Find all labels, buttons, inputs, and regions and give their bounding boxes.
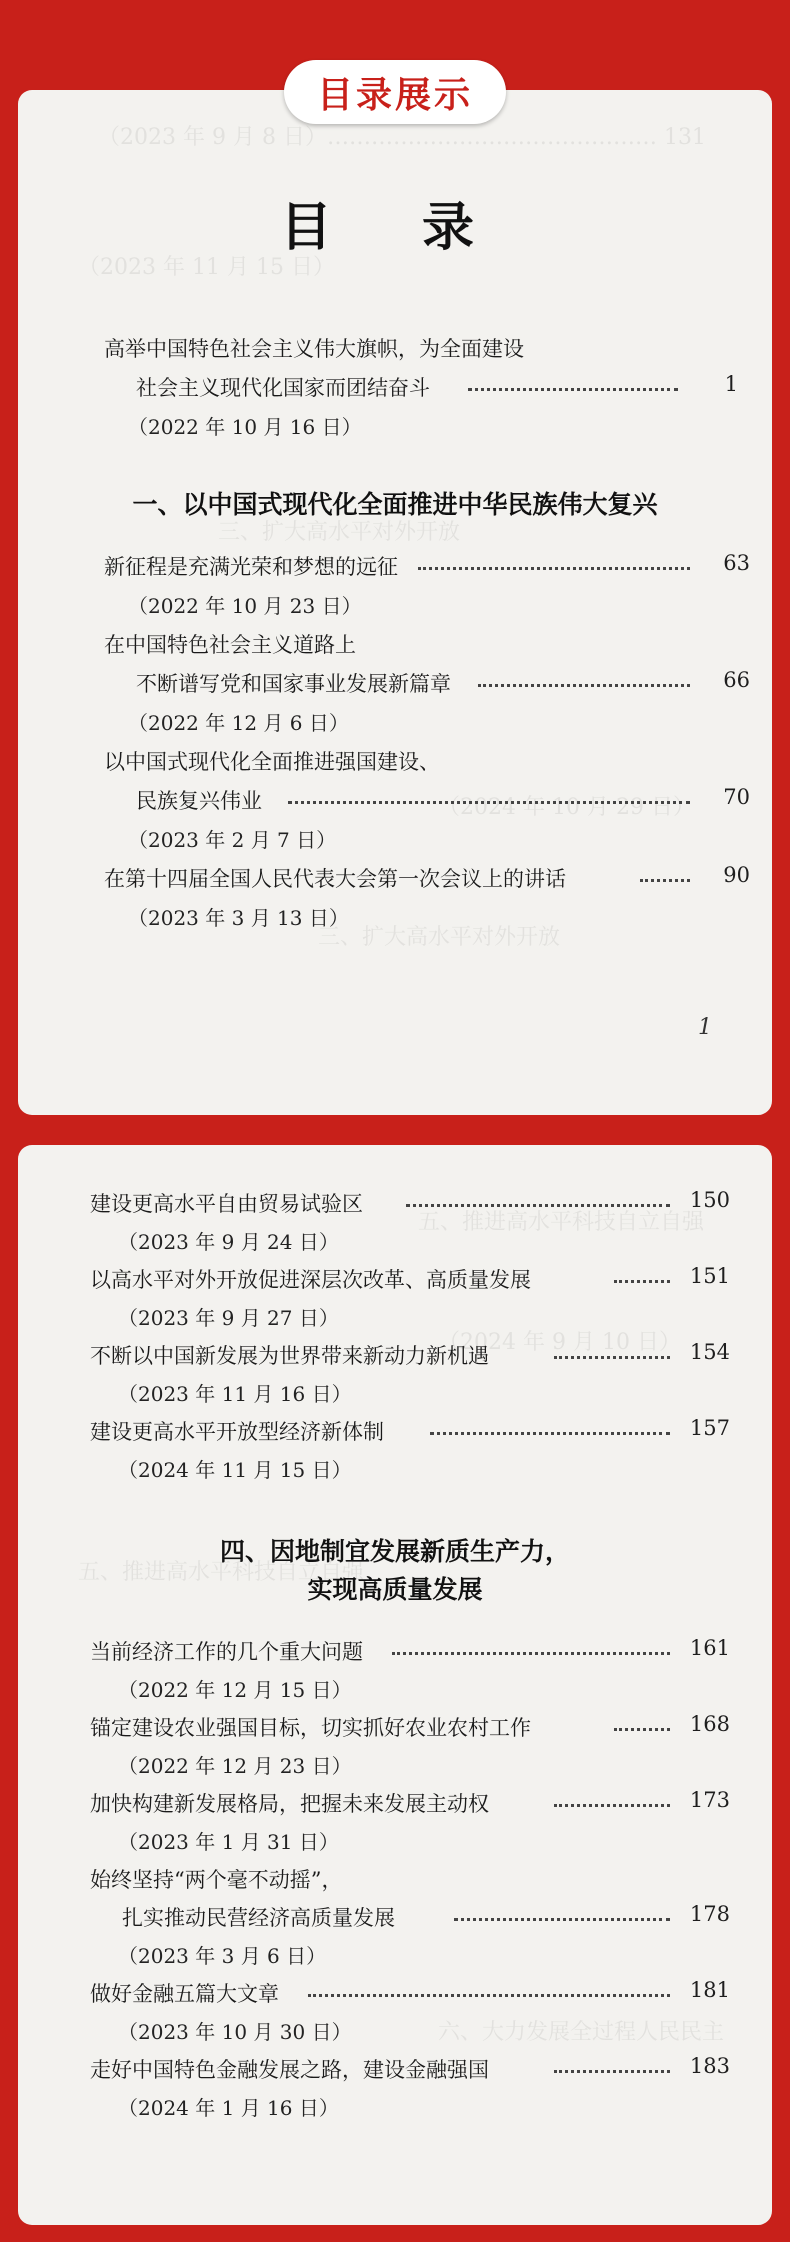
toc-entry-title[interactable]: 当前经济工作的几个重大问题 — [90, 1640, 363, 1664]
leader-dots — [392, 1652, 670, 1655]
page-number: 1 — [698, 1015, 712, 1040]
toc-entry-title[interactable]: 民族复兴伟业 — [136, 789, 262, 813]
toc-entry-title[interactable]: 社会主义现代化国家而团结奋斗 — [136, 376, 430, 400]
toc-entry-date: （2022 年 12 月 15 日） — [118, 1678, 352, 1702]
toc-page-number: 90 — [723, 863, 750, 887]
toc-entry-title[interactable]: 以高水平对外开放促进深层次改革、高质量发展 — [90, 1268, 531, 1292]
toc-entry-date: （2023 年 3 月 6 日） — [118, 1944, 327, 1968]
toc-page-number: 161 — [689, 1636, 730, 1660]
toc-page-number: 154 — [689, 1340, 730, 1364]
toc-page-number: 183 — [689, 2054, 730, 2078]
toc-entry-title[interactable]: 走好中国特色金融发展之路，建设金融强国 — [90, 2058, 489, 2082]
toc-entry-title[interactable]: 扎实推动民营经济高质量发展 — [122, 1906, 395, 1930]
toc-page-number: 1 — [724, 372, 738, 396]
leader-dots — [288, 801, 690, 804]
toc-page-number: 157 — [689, 1416, 730, 1440]
toc-entry-date: （2022 年 10 月 23 日） — [128, 594, 362, 618]
toc-entry-title[interactable]: 在中国特色社会主义道路上 — [104, 633, 356, 657]
leader-dots — [614, 1728, 670, 1731]
section-heading: 四、因地制宜发展新质生产力， — [219, 1537, 570, 1566]
leader-dots — [418, 567, 690, 570]
toc-page-1: （2023 年 9 月 8 日）……………………………………… 131 （2023 年 11 月 15 日） 三、扩大高水平对外开放 （2024 年 10 月 29 日） 三、扩大高水平对外开放 目 录 高举中国特色社会主义伟大旗帜，为全面建设 社会主义现代化国家而团结奋斗 1 （2022 年 10 月 16 日） 一、以中国式现代化全面推进中华民族伟大复兴 新征程是充满光荣和梦想的远征 63 （2022 年 10 月 23 日） 在中国特色社会主义道路上 不断谱写党和国家事业发展新篇章 66 （2022 年 12 月 6 日） 以中国式现代化全面推进强国建设、 民族复兴伟业 70 （2023 年 2 月 7 日） 在第十四届全国人民代表大会第一次会议上的讲话 90 （2023 年 3 月 13 日） 1 — [18, 90, 772, 1115]
toc-page-number: 63 — [723, 551, 750, 575]
toc-entry-date: （2023 年 9 月 27 日） — [118, 1306, 339, 1330]
toc-entry-title[interactable]: 始终坚持“两个毫不动摇”， — [90, 1868, 343, 1892]
leader-dots — [308, 1994, 670, 1997]
toc-page-number: 66 — [723, 668, 750, 692]
toc-entry-title[interactable]: 加快构建新发展格局，把握未来发展主动权 — [90, 1792, 489, 1816]
banner-title: 目录展示 — [316, 74, 473, 116]
leader-dots — [614, 1280, 670, 1283]
toc-page-number: 181 — [689, 1978, 730, 2002]
toc-page-number: 70 — [723, 785, 750, 809]
leader-dots — [554, 2070, 670, 2073]
toc-entry-title[interactable]: 高举中国特色社会主义伟大旗帜，为全面建设 — [104, 337, 524, 361]
toc-entry-date: （2022 年 12 月 6 日） — [128, 711, 349, 735]
toc-page-number: 150 — [689, 1188, 730, 1212]
toc-page-number: 168 — [689, 1712, 730, 1736]
toc-entry-title[interactable]: 不断谱写党和国家事业发展新篇章 — [136, 672, 451, 696]
toc-entry-title[interactable]: 锚定建设农业强国目标，切实抓好农业农村工作 — [90, 1716, 531, 1740]
leader-dots — [454, 1918, 670, 1921]
leader-dots — [406, 1204, 670, 1207]
leader-dots — [554, 1804, 670, 1807]
toc-entry-title[interactable]: 新征程是充满光荣和梦想的远征 — [104, 555, 398, 579]
toc-entry-date: （2024 年 11 月 15 日） — [118, 1458, 352, 1482]
toc-entry-title[interactable]: 做好金融五篇大文章 — [90, 1982, 279, 2006]
toc-page-number: 178 — [689, 1902, 730, 1926]
header-banner — [284, 60, 506, 124]
toc-entry-date: （2023 年 9 月 24 日） — [118, 1230, 339, 1254]
toc-entry-title[interactable]: 在第十四届全国人民代表大会第一次会议上的讲话 — [104, 867, 566, 891]
toc-entry-title[interactable]: 不断以中国新发展为世界带来新动力新机遇 — [90, 1344, 489, 1368]
toc-title: 目 录 — [279, 197, 511, 258]
toc-entry-date: （2023 年 2 月 7 日） — [128, 828, 337, 852]
toc-entry-title[interactable]: 建设更高水平开放型经济新体制 — [90, 1420, 384, 1444]
toc-entry-date: （2024 年 1 月 16 日） — [118, 2096, 339, 2120]
toc-entry-date: （2022 年 10 月 16 日） — [128, 415, 362, 439]
toc-entry-title[interactable]: 以中国式现代化全面推进强国建设、 — [104, 750, 440, 774]
toc-page-number: 173 — [689, 1788, 730, 1812]
section-heading-line2: 实现高质量发展 — [307, 1575, 483, 1604]
toc-entry-date: （2023 年 11 月 16 日） — [118, 1382, 352, 1406]
leader-dots — [430, 1432, 670, 1435]
toc-page-2: 五、推进高水平科技自立自强 （2024 年 9 月 10 日） 五、推进高水平科技自立自强 六、大力发展全过程人民民主 建设更高水平自由贸易试验区 150 （2023 年 9 月 24 日） 以高水平对外开放促进深层次改革、高质量发展 151 （2023 年 9 月 27 日） 不断以中国新发展为世界带来新动力新机遇 154 （2023 年 11 月 16 日） 建设更高水平开放型经济新体制 157 （2024 年 11 月 15 日） 四、因地制宜发展新质生产力， 实现高质量发展 当前经济工作的几个重大问题 161 （2022 年 12 月 15 日） 锚定建设农业强国目标，切实抓好农业农村工作 168 （2022 年 12 月 23 日） 加快构建新发展格局，把握未来发展主动权 173 （2023 年 1 月 31 日） 始终坚持“两个毫不动摇”， 扎实推动民营经济高质量发展 178 （2023 年 3 月 6 日） 做好金融五篇大文章 181 （2023 年 10 月 30 日） 走好中国特色金融发展之路，建设金融强国 183 （2024 年 1 月 16 日） — [18, 1145, 772, 2225]
toc-entry-title[interactable]: 建设更高水平自由贸易试验区 — [90, 1192, 363, 1216]
toc-entry-date: （2023 年 10 月 30 日） — [118, 2020, 352, 2044]
toc-entry-date: （2023 年 1 月 31 日） — [118, 1830, 339, 1854]
toc-entry-date: （2023 年 3 月 13 日） — [128, 906, 349, 930]
toc-entry-date: （2022 年 12 月 23 日） — [118, 1754, 352, 1778]
section-heading: 一、以中国式现代化全面推进中华民族伟大复兴 — [132, 490, 658, 519]
leader-dots — [478, 684, 690, 687]
leader-dots — [554, 1356, 670, 1359]
leader-dots — [468, 388, 678, 391]
leader-dots — [640, 879, 690, 882]
toc-page-number: 151 — [689, 1264, 730, 1288]
